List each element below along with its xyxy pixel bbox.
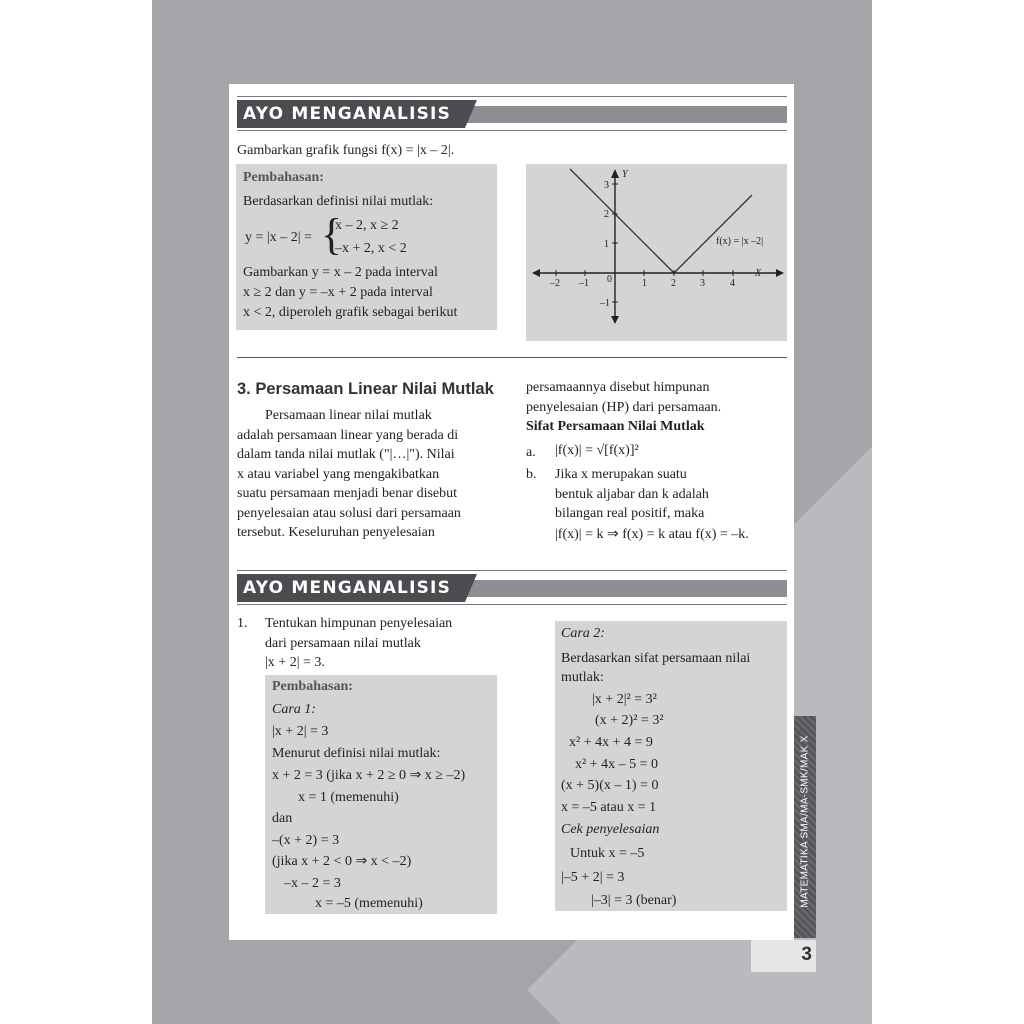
math-line: (x + 5)(x – 1) = 0	[561, 778, 659, 793]
body-line: persamaannya disebut himpunan	[526, 380, 710, 395]
body-line: Berdasarkan sifat persamaan nilai	[561, 651, 751, 666]
y-axis-arrow-bottom	[611, 316, 619, 324]
cara-label: Cara 1:	[272, 702, 316, 717]
divider	[237, 357, 787, 358]
question-line: |x + 2| = 3.	[265, 655, 325, 670]
x-axis-arrow	[776, 269, 784, 277]
math-line: (x + 2)² = 3²	[595, 713, 664, 728]
math-line: Untuk x = –5	[570, 846, 645, 861]
math-line: x² + 4x – 5 = 0	[575, 757, 658, 772]
body-line: bentuk aljabar dan k adalah	[555, 487, 709, 502]
graph-right-branch	[674, 195, 752, 273]
piecewise-lhs: y = |x – 2| =	[245, 230, 312, 245]
section-banner	[237, 100, 787, 134]
x-tick-label: 3	[700, 278, 705, 289]
x-tick-label: 1	[642, 278, 647, 289]
page	[229, 84, 794, 940]
brace: {	[321, 210, 343, 259]
graph-box	[526, 164, 787, 341]
graph-left-branch	[570, 169, 674, 273]
body-line: suatu persamaan menjadi benar disebut	[237, 486, 458, 501]
question-line: Tentukan himpunan penyelesaian	[265, 616, 453, 631]
math-line: x = –5 atau x = 1	[561, 800, 657, 815]
math-line: |x + 2|² = 3²	[592, 692, 657, 707]
case-1: x – 2, x ≥ 2	[335, 218, 399, 233]
pembahasan-box	[236, 164, 497, 330]
pembahasan-title: Pembahasan:	[243, 170, 324, 185]
body-line: penyelesaian atau solusi dari persamaan	[237, 506, 461, 521]
question-line: dari persamaan nilai mutlak	[265, 636, 421, 651]
x-tick-label: 2	[671, 278, 676, 289]
sidebar-tab	[794, 716, 816, 938]
item-label: a.	[526, 445, 536, 460]
function-label: f(x) = |x –2|	[716, 236, 764, 247]
sidebar-text: MATEMATIKA SMA/MA-SMK/MAK X	[799, 735, 811, 908]
pembahasan-line: x < 2, diperoleh grafik sebagai berikut	[243, 305, 458, 320]
section-heading: 3. Persamaan Linear Nilai Mutlak	[237, 380, 494, 398]
math-line: |x + 2| = 3	[272, 724, 329, 739]
question-text: Gambarkan grafik fungsi f(x) = |x – 2|.	[237, 143, 455, 158]
body-line: bilangan real positif, maka	[555, 506, 705, 521]
math-line: dan	[272, 811, 293, 826]
y-tick-label: 2	[604, 209, 609, 220]
body-line: adalah persamaan linear yang berada di	[237, 428, 459, 443]
body-line: x atau variabel yang mengakibatkan	[237, 467, 440, 482]
y-axis-arrow	[611, 169, 619, 178]
page-number-box	[751, 940, 816, 972]
y-tick-label: 1	[604, 239, 609, 250]
y-tick-label: 3	[604, 180, 609, 191]
math-line: |–5 + 2| = 3	[561, 870, 625, 885]
y-axis-label: Y	[622, 169, 628, 180]
math-line: (jika x + 2 < 0 ⇒ x < –2)	[272, 854, 412, 869]
banner-title: AYO MENGANALISIS	[237, 100, 465, 128]
pembahasan-title: Pembahasan:	[272, 679, 353, 694]
case-2: –x + 2, x < 2	[335, 241, 407, 256]
page-number: 3	[801, 944, 812, 965]
sifat-a-formula: |f(x)| = √[f(x)]²	[555, 443, 639, 458]
math-line: x + 2 = 3 (jika x + 2 ≥ 0 ⇒ x ≥ –2)	[272, 768, 466, 783]
sifat-b-formula: |f(x)| = k ⇒ f(x) = k atau f(x) = –k.	[555, 527, 749, 542]
x-tick-label: 0	[607, 274, 612, 285]
body-line: Persamaan linear nilai mutlak	[265, 408, 432, 423]
section-banner	[237, 574, 787, 608]
math-line: x = –5 (memenuhi)	[315, 896, 423, 911]
math-line: –x – 2 = 3	[284, 876, 341, 891]
body-line: Jika x merupakan suatu	[555, 467, 687, 482]
body-line: mutlak:	[561, 670, 604, 685]
x-tick-label: –1	[579, 278, 589, 289]
y-tick-label: –1	[600, 298, 610, 309]
pembahasan-line: x ≥ 2 dan y = –x + 2 pada interval	[243, 285, 433, 300]
cara-label: Cara 2:	[561, 626, 605, 641]
math-line: –(x + 2) = 3	[272, 833, 340, 848]
math-line: x² + 4x + 4 = 9	[569, 735, 653, 750]
x-axis-arrow-left	[532, 269, 540, 277]
sifat-title: Sifat Persamaan Nilai Mutlak	[526, 419, 705, 434]
body-line: tersebut. Keseluruhan penyelesaian	[237, 525, 435, 540]
pembahasan-line: Gambarkan y = x – 2 pada interval	[243, 265, 438, 280]
math-line: x = 1 (memenuhi)	[298, 790, 399, 805]
x-axis-label: X	[755, 268, 762, 279]
x-tick-label: –2	[550, 278, 560, 289]
pembahasan-intro: Berdasarkan definisi nilai mutlak:	[243, 194, 434, 209]
item-label: b.	[526, 467, 537, 482]
cek-label: Cek penyelesaian	[561, 822, 660, 837]
body-line: penyelesaian (HP) dari persamaan.	[526, 400, 722, 415]
absolute-value-graph	[526, 164, 787, 341]
x-tick-label: 4	[730, 278, 735, 289]
math-line: Menurut definisi nilai mutlak:	[272, 746, 441, 761]
cara2-box	[555, 621, 787, 911]
body-line: dalam tanda nilai mutlak ("|…|"). Nilai	[237, 447, 455, 462]
question-number: 1.	[237, 616, 248, 631]
banner-title: AYO MENGANALISIS	[237, 574, 465, 602]
pembahasan-box	[265, 675, 497, 914]
math-line: |–3| = 3 (benar)	[591, 893, 677, 908]
